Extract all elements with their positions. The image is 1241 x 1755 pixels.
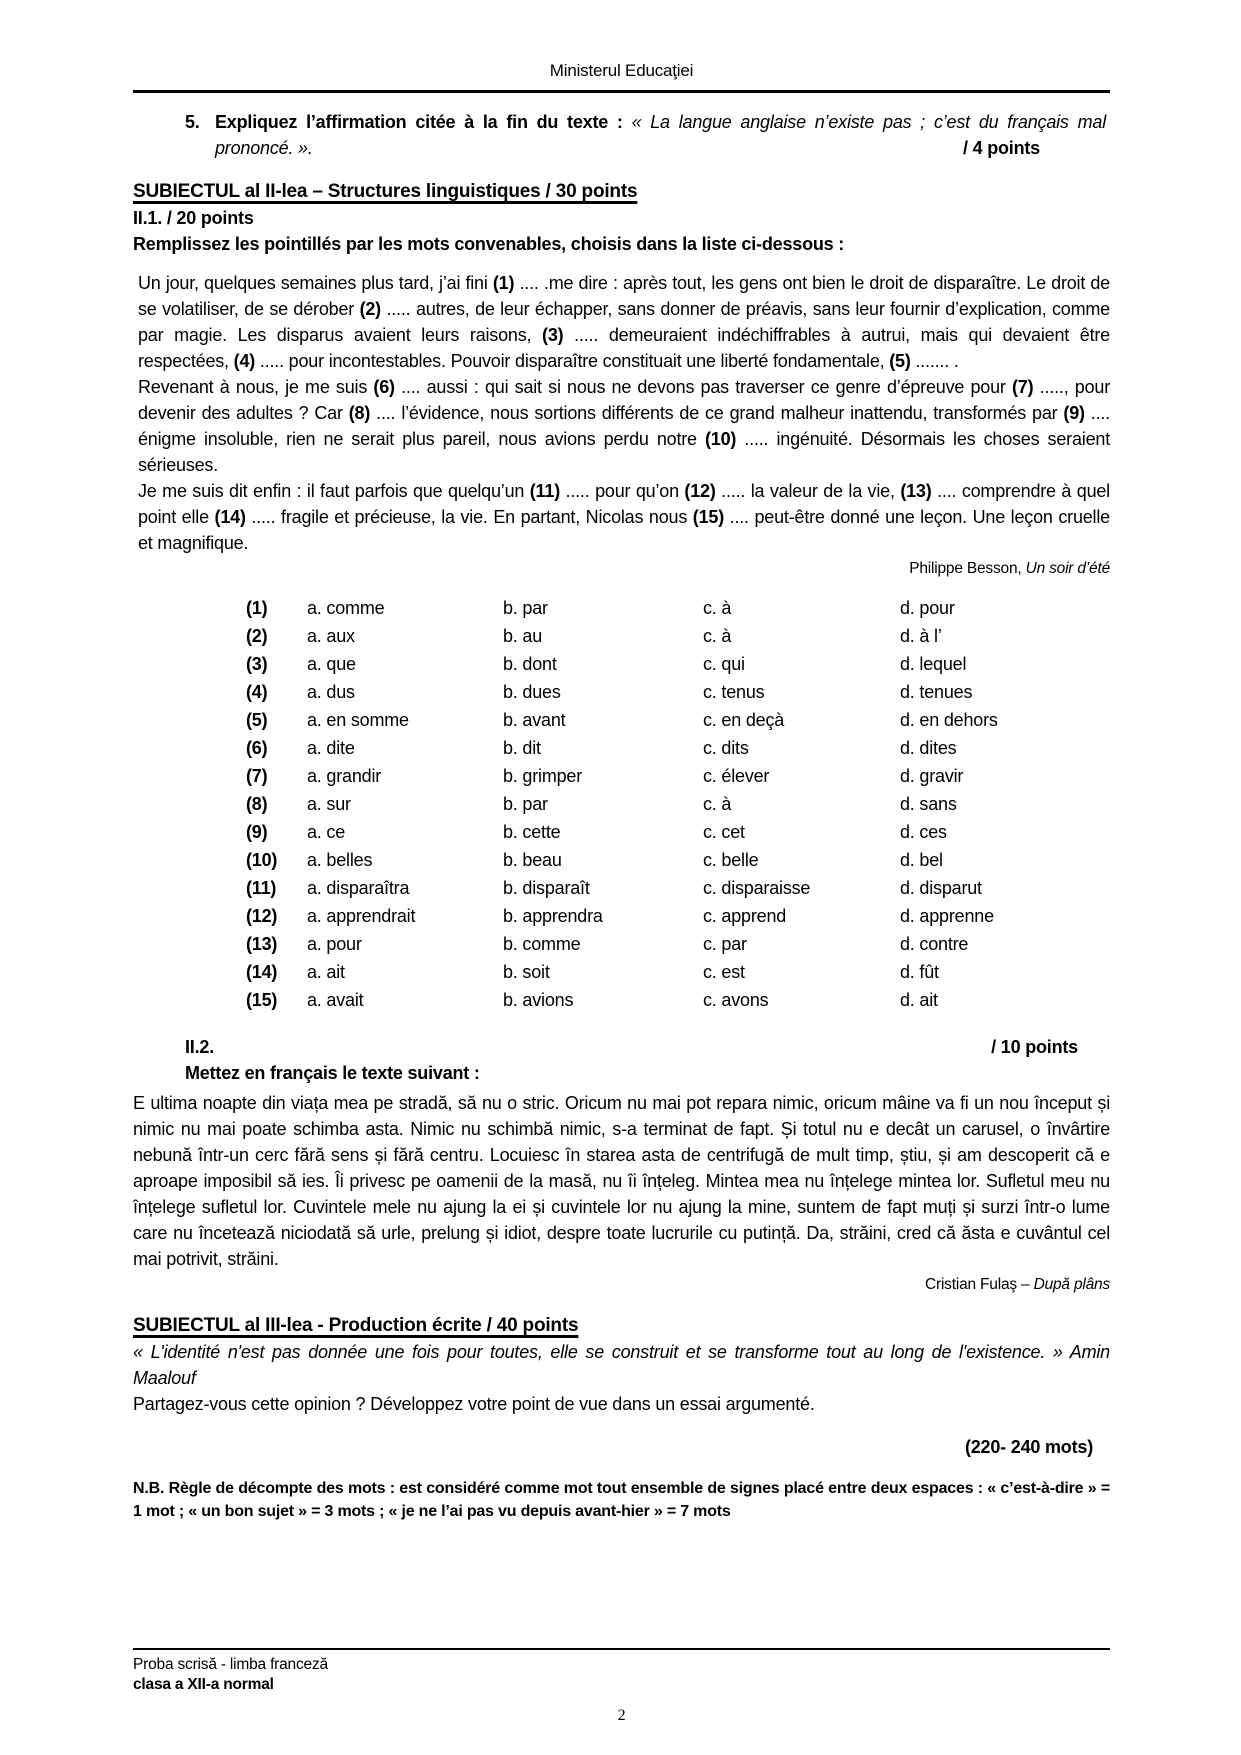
- option-c: c. tenus: [703, 682, 765, 702]
- ex2-header: [133, 1034, 1110, 1060]
- fill-in-passage: [133, 270, 1110, 556]
- option-b: b. cette: [503, 822, 561, 842]
- translation-text: E ultima noapte din viața mea pe stradă, să nu o stric. Oricum nu mai pot repara nimic, oricum mâine va fi un nou început și nimic nu mai poate schimba asta. Nimic nu schimbă nimic, s-a terminat de fapt. Și totul nu e decât un carusel, o învârtire nebună într-un cerc fără sens și fără centru. Locuiesc în starea asta de centrifugă de mult timp, știu, și am descoperit că e aproape imposibil să ies. Îi privesc pe oamenii de la masă, nu îi înțeleg. Mintea mea nu înțelege mintea lor. Sufletul meu nu înțelege sufletul lor. Cuvintele mele nu ajung la ei și cuvintele lor nu ajung la mine, suntem de fapt muți și surzi într-o lume care nu încetează niciodată să urle, prelung și idiot, despre toate lucrurile cu putință. Da, străini, cred că ăsta e cuvântul cel mai potrivit, străini.: [133, 1093, 1110, 1269]
- option-d: d. apprenne: [900, 906, 994, 926]
- ex1-instruction: Remplissez les pointillés par les mots convenables, choisis dans la liste ci-dessous :: [133, 234, 845, 254]
- subject3-heading: SUBIECTUL al III-lea - Production écrite / 40 points: [133, 1315, 579, 1336]
- option-d: d. en dehors: [900, 710, 998, 730]
- option-a: a. apprendrait: [307, 906, 416, 926]
- option-a: a. belles: [307, 850, 373, 870]
- question-text: Expliquez l’affirmation citée à la fin du texte : « La langue anglaise n’existe pas ; c’est du français mal prononcé. ».: [215, 112, 1106, 158]
- option-number: (4): [246, 682, 268, 702]
- option-number: (10): [246, 850, 278, 870]
- option-d: d. disparut: [900, 878, 982, 898]
- option-a: a. comme: [307, 598, 385, 618]
- option-c: c. apprend: [703, 906, 787, 926]
- passage-attribution: Philippe Besson, Un soir d’été: [909, 560, 1110, 577]
- page-header: [133, 60, 1110, 93]
- option-c: c. élever: [703, 766, 770, 786]
- option-c: c. disparaisse: [703, 878, 811, 898]
- option-c: c. belle: [703, 850, 759, 870]
- question-points-label: / 4 points: [962, 138, 1040, 158]
- header-title: Ministerul Educaţiei: [549, 61, 694, 80]
- options-row: [246, 986, 1110, 1014]
- option-d: d. sans: [900, 794, 957, 814]
- option-c: c. cet: [703, 822, 745, 842]
- options-row: [246, 930, 1110, 958]
- option-c: c. à: [703, 598, 732, 618]
- option-number: (2): [246, 626, 268, 646]
- option-d: d. fût: [900, 962, 939, 982]
- option-c: c. à: [703, 626, 732, 646]
- options-row: [246, 846, 1110, 874]
- options-row: [246, 874, 1110, 902]
- option-b: b. avant: [503, 710, 566, 730]
- essay-task: Partagez-vous cette opinion ? Développez votre point de vue dans un essai argumenté.: [133, 1394, 815, 1414]
- options-table: [246, 594, 1110, 1014]
- options-row: [246, 790, 1110, 818]
- passage-paragraph: Un jour, quelques semaines plus tard, j’ai fini (1) .... .me dire : après tout, les gens ont bien le droit de disparaître. Le droit de se volatiliser, de se dérober (2) ..... autres, de leur échapper, sans donner de préavis, sans leur fournir d’explication, comme par magie. Les disparus avaient leurs raisons, (3) ..... demeuraient indéchiffrables à autrui, mais qui devaient être respectées, (4) ..... pour incontestables. Pouvoir disparaître constituait une liberté fondamentale, (5) ....... .: [138, 273, 1110, 371]
- options-row: [246, 622, 1110, 650]
- option-b: b. grimper: [503, 766, 583, 786]
- option-c: c. avons: [703, 990, 769, 1010]
- option-b: b. par: [503, 598, 548, 618]
- subject2-heading: SUBIECTUL al II-lea – Structures linguistiques / 30 points: [133, 181, 638, 202]
- option-d: d. tenues: [900, 682, 973, 702]
- option-number: (15): [246, 990, 278, 1010]
- option-a: a. aux: [307, 626, 355, 646]
- option-number: (13): [246, 934, 278, 954]
- options-row: [246, 650, 1110, 678]
- footer-rule: [133, 1648, 1110, 1650]
- option-a: a. ce: [307, 822, 346, 842]
- option-d: d. ces: [900, 822, 947, 842]
- option-d: d. lequel: [900, 654, 967, 674]
- options-row: [246, 678, 1110, 706]
- page-number: 2: [617, 1707, 626, 1724]
- option-number: (5): [246, 710, 268, 730]
- footer-class: clasa a XII-a normal: [133, 1676, 274, 1693]
- option-a: a. grandir: [307, 766, 382, 786]
- option-a: a. ait: [307, 962, 345, 982]
- option-number: (3): [246, 654, 268, 674]
- option-number: (14): [246, 962, 278, 982]
- page-footer: [133, 1648, 1110, 1729]
- option-c: c. dits: [703, 738, 749, 758]
- option-b: b. apprendra: [503, 906, 603, 926]
- option-b: b. dont: [503, 654, 557, 674]
- options-row: [246, 762, 1110, 790]
- option-b: b. dues: [503, 682, 561, 702]
- option-b: b. comme: [503, 934, 581, 954]
- option-c: c. par: [703, 934, 747, 954]
- option-number: (12): [246, 906, 278, 926]
- option-b: b. soit: [503, 962, 550, 982]
- question-number: 5.: [185, 112, 200, 132]
- option-c: c. en deçà: [703, 710, 785, 730]
- option-number: (8): [246, 794, 268, 814]
- word-limit: (220- 240 mots): [964, 1437, 1093, 1457]
- option-c: c. est: [703, 962, 745, 982]
- options-row: [246, 902, 1110, 930]
- option-c: c. à: [703, 794, 732, 814]
- options-row: [246, 734, 1110, 762]
- passage-paragraph: Je me suis dit enfin : il faut parfois que quelqu’un (11) ..... pour qu’on (12) ..... la valeur de la vie, (13) .... comprendre à quel point elle (14) ..... fragile et précieuse, la vie. En partant, Nicolas nous (15) .... peut-être donné une leçon. Une leçon cruelle et magnifique.: [138, 481, 1110, 553]
- options-row: [246, 594, 1110, 622]
- option-d: d. à l’: [900, 626, 942, 646]
- footer-exam-name: Proba scrisă - limba franceză: [133, 1656, 328, 1673]
- option-d: d. pour: [900, 598, 955, 618]
- ex2-points-label: / 10 points: [991, 1037, 1078, 1057]
- translation-attribution: Cristian Fulaş – După plâns: [924, 1276, 1110, 1293]
- ex2-label: II.2.: [185, 1037, 215, 1057]
- options-row: [246, 818, 1110, 846]
- option-a: a. en somme: [307, 710, 409, 730]
- options-row: [246, 706, 1110, 734]
- question-5: [133, 109, 1110, 161]
- passage-paragraph: Revenant à nous, je me suis (6) .... aussi : qui sait si nous ne devons pas traverser ce genre d’épreuve pour (7) ....., pour devenir des adultes ? Car (8) .... l’évidence, nous sortions différents de ce grand malheur inattendu, transformés par (9) .... énigme insoluble, rien ne serait plus pareil, nous avions perdu notre (10) ..... ingénuité. Désormais les choses seraient sérieuses.: [138, 377, 1110, 475]
- option-number: (1): [246, 598, 268, 618]
- option-d: d. dites: [900, 738, 957, 758]
- option-d: d. contre: [900, 934, 969, 954]
- option-a: a. dite: [307, 738, 355, 758]
- ex2-instruction: Mettez en français le texte suivant :: [185, 1063, 480, 1083]
- option-a: a. sur: [307, 794, 351, 814]
- option-number: (7): [246, 766, 268, 786]
- option-c: c. qui: [703, 654, 745, 674]
- option-a: a. dus: [307, 682, 355, 702]
- option-d: d. ait: [900, 990, 938, 1010]
- option-a: a. pour: [307, 934, 362, 954]
- option-number: (9): [246, 822, 268, 842]
- option-b: b. beau: [503, 850, 562, 870]
- option-d: d. bel: [900, 850, 943, 870]
- exam-content: [133, 109, 1110, 1523]
- option-a: a. disparaîtra: [307, 878, 410, 898]
- option-b: b. par: [503, 794, 548, 814]
- option-b: b. au: [503, 626, 543, 646]
- ex1-points-line: II.1. / 20 points: [133, 208, 254, 228]
- options-row: [246, 958, 1110, 986]
- nb-note: N.B. Règle de décompte des mots : est considéré comme mot tout ensemble de signes placé entre deux espaces : « c’est-à-dire » = 1 mot ; « un bon sujet » = 3 mots ; « je ne l’ai pas vu depuis avant-hier » = 7 mots: [133, 1480, 1110, 1520]
- header-rule: [133, 90, 1110, 93]
- option-b: b. dit: [503, 738, 541, 758]
- option-d: d. gravir: [900, 766, 964, 786]
- option-number: (11): [246, 878, 277, 898]
- essay-quote: « L'identité n'est pas donnée une fois pour toutes, elle se construit et se transforme tout au long de l'existence. » Amin Maalouf: [133, 1342, 1110, 1388]
- option-b: b. avions: [503, 990, 574, 1010]
- option-a: a. que: [307, 654, 356, 674]
- option-a: a. avait: [307, 990, 364, 1010]
- option-number: (6): [246, 738, 268, 758]
- option-b: b. disparaît: [503, 878, 590, 898]
